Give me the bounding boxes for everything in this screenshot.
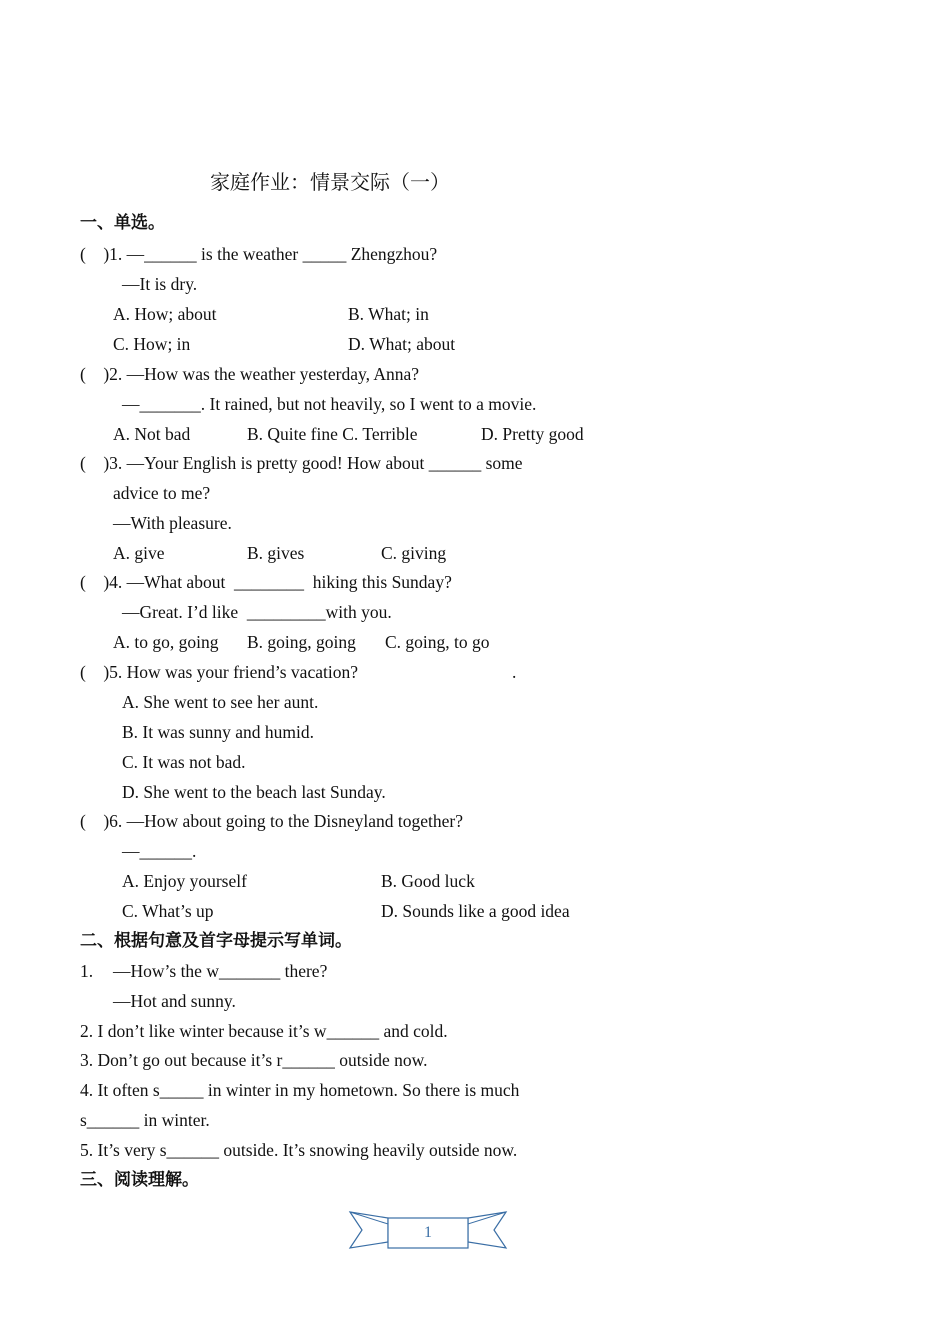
fill-item-5: 5. It’s very s______ outside. It’s snowing heavily outside now. [80, 1140, 518, 1160]
fill-item-4-continued: s______ in winter. [80, 1110, 210, 1130]
section-heading-reading: 三、阅读理解。 [80, 1170, 199, 1190]
section-heading-single-choice: 一、单选。 [80, 213, 165, 233]
question-5-option-d: D. She went to the beach last Sunday. [122, 782, 386, 802]
question-2-option-a: A. Not bad [113, 424, 191, 444]
question-4-stem: ( )4. —What about ________ hiking this Sunday? [80, 572, 452, 592]
question-2-option-d: D. Pretty good [481, 424, 584, 444]
question-3-option-a: A. give [113, 543, 165, 563]
fill-item-1-reply: —Hot and sunny. [113, 991, 236, 1011]
question-4-option-a: A. to go, going [113, 632, 219, 652]
question-6-option-c: C. What’s up [122, 901, 214, 921]
question-2-reply: —_______. It rained, but not heavily, so I went to a movie. [122, 394, 537, 414]
fill-item-1-number: 1. [80, 961, 94, 981]
page-number: 1 [424, 1224, 432, 1241]
question-5-stem: ( )5. How was your friend’s vacation? [80, 662, 358, 682]
question-1-option-b: B. What; in [348, 304, 429, 324]
question-3-stem: ( )3. —Your English is pretty good! How about ______ some [80, 453, 523, 473]
question-3-option-c: C. giving [381, 543, 447, 563]
question-6-option-b: B. Good luck [381, 871, 475, 891]
fill-item-3: 3. Don’t go out because it’s r______ outside now. [80, 1050, 428, 1070]
question-5-option-a: A. She went to see her aunt. [122, 692, 319, 712]
question-2-stem: ( )2. —How was the weather yesterday, Anna? [80, 364, 420, 384]
question-6-option-a: A. Enjoy yourself [122, 871, 247, 891]
question-1-option-d: D. What; about [348, 334, 456, 354]
question-4-reply: —Great. I’d like _________with you. [122, 602, 392, 622]
question-1-option-c: C. How; in [113, 334, 191, 354]
question-3-reply: —With pleasure. [113, 513, 232, 533]
question-6-option-d: D. Sounds like a good idea [381, 901, 570, 921]
question-5-option-b: B. It was sunny and humid. [122, 722, 315, 742]
question-5-option-c: C. It was not bad. [122, 752, 246, 772]
section-heading-fill-words: 二、根据句意及首字母提示写单词。 [80, 931, 352, 951]
question-6-reply: —______. [122, 841, 197, 861]
question-1-reply: —It is dry. [122, 274, 198, 294]
fill-item-2: 2. I don’t like winter because it’s w______ and cold. [80, 1021, 448, 1041]
question-4-option-b: B. going, going [247, 632, 356, 652]
fill-item-4: 4. It often s_____ in winter in my hometown. So there is much [80, 1080, 520, 1100]
question-1-option-a: A. How; about [113, 304, 217, 324]
question-3-option-b: B. gives [247, 543, 305, 563]
question-3-stem-continued: advice to me? [113, 483, 211, 503]
question-4-option-c: C. going, to go [385, 632, 490, 652]
question-1-stem: ( )1. —______ is the weather _____ Zhengzhou? [80, 244, 438, 264]
fill-item-1: —How’s the w_______ there? [113, 961, 328, 981]
question-5-trailing-period: . [512, 662, 517, 682]
question-6-stem: ( )6. —How about going to the Disneyland together? [80, 811, 463, 831]
question-2-option-bc: B. Quite fine C. Terrible [247, 424, 418, 444]
page-title: 家庭作业：情景交际（一） [210, 170, 450, 194]
